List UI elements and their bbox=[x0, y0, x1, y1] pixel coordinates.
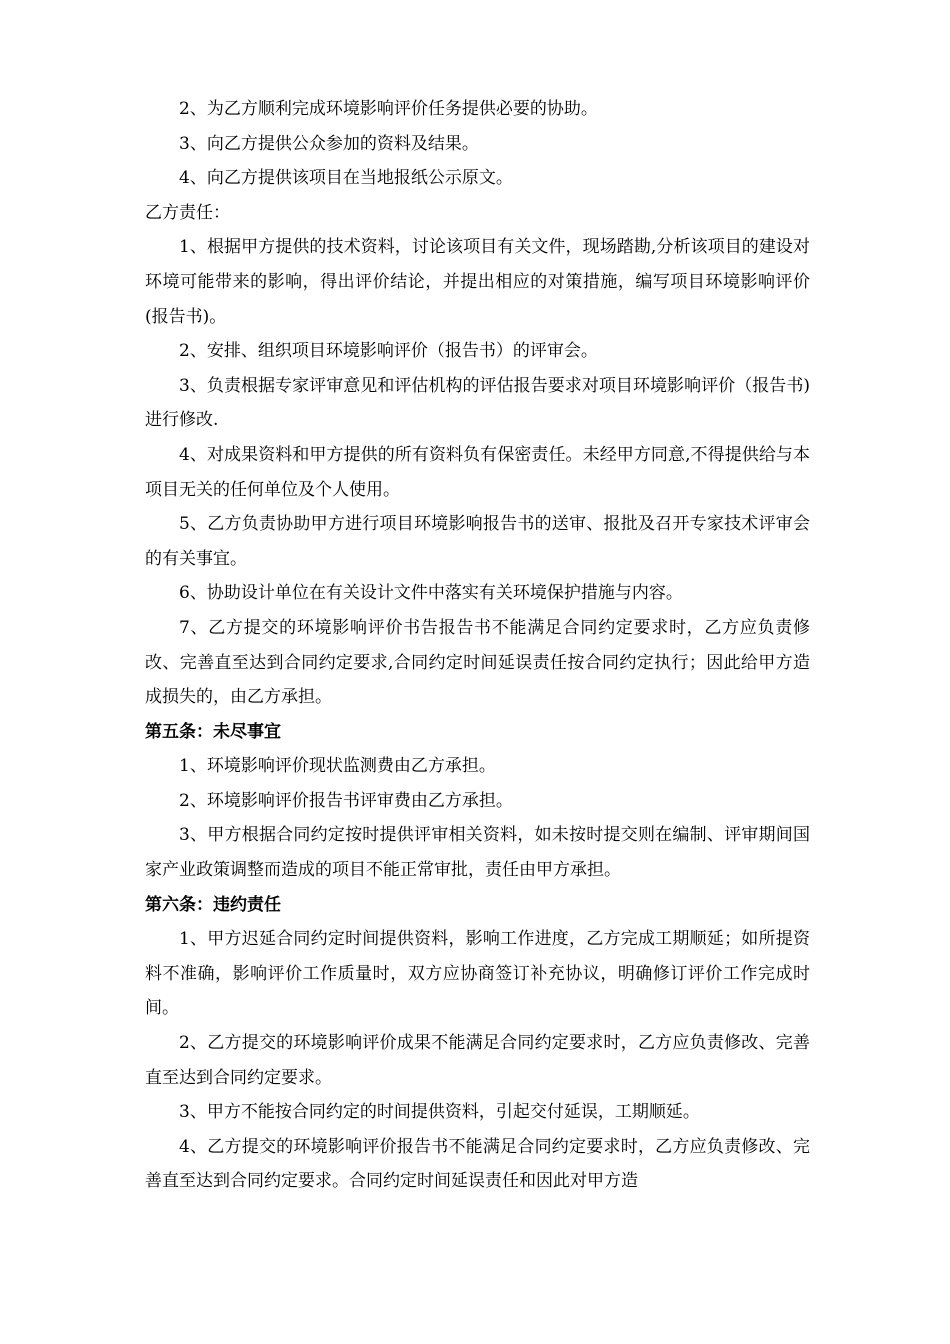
party-a-item-3: 3、向乙方提供公众参加的资料及结果。 bbox=[179, 133, 479, 154]
article-6-item-4: 4、乙方提交的环境影响评价报告书不能满足合同约定要求时，乙方应负责修改、完善直至达到合同约定要求。合同约定时间延误责任和因此对甲方造 bbox=[145, 1136, 810, 1192]
party-a-item-4: 4、向乙方提供该项目在当地报纸公示原文。 bbox=[179, 168, 513, 189]
party-b-item-1: 1、根据甲方提供的技术资料，讨论该项目有关文件，现场踏勘,分析该项目的建设对环境可能带来的影响，得出评价结论，并提出相应的对策措施，编写项目环境影响评价(报告书)。 bbox=[145, 237, 810, 327]
article-5-item-2: 2、环境影响评价报告书评审费由乙方承担。 bbox=[179, 790, 513, 811]
party-b-item-3: 3、负责根据专家评审意见和评估机构的评估报告要求对项目环境影响评价（报告书)进行修改. bbox=[145, 375, 810, 431]
article-5-item-1: 1、环境影响评价现状监测费由乙方承担。 bbox=[179, 756, 496, 777]
party-b-item-5: 5、乙方负责协助甲方进行项目环境影响报告书的送审、报批及召开专家技术评审会的有关事宜。 bbox=[145, 514, 810, 569]
article-6-item-3: 3、甲方不能按合同约定的时间提供资料，引起交付延误，工期顺延。 bbox=[179, 1102, 700, 1123]
party-b-item-2: 2、安排、组织项目环境影响评价（报告书）的评审会。 bbox=[179, 341, 598, 362]
party-a-item-2: 2、为乙方顺利完成环境影响评价任务提供必要的协助。 bbox=[179, 99, 598, 119]
article-6-heading: 第六条：违约责任 bbox=[145, 894, 281, 915]
document-page bbox=[145, 92, 810, 1199]
article-6-item-1: 1、甲方迟延合同约定时间提供资料，影响工作进度，乙方完成工期顺延；如所提资料不准确，影响评价工作质量时，双方应协商签订补充协议，明确修订评价工作完成时间。 bbox=[145, 929, 810, 1019]
party-b-item-4: 4、对成果资料和甲方提供的所有资料负有保密责任。未经甲方同意,不得提供给与本项目无关的任何单位及个人使用。 bbox=[145, 444, 810, 500]
party-b-item-6: 6、协助设计单位在有关设计文件中落实有关环境保护措施与内容。 bbox=[179, 583, 683, 604]
party-b-item-7: 7、乙方提交的环境影响评价书告报告书不能满足合同约定要求时，乙方应负责修改、完善直至达到合同约定要求,合同约定时间延误责任按合同约定执行；因此给甲方造成损失的，由乙方承担。 bbox=[145, 617, 810, 708]
article-5-item-3: 3、甲方根据合同约定按时提供评审相关资料，如未按时提交则在编制、评审期间国家产业政策调整而造成的项目不能正常审批，责任由甲方承担。 bbox=[145, 825, 810, 881]
article-6-item-2: 2、乙方提交的环境影响评价成果不能满足合同约定要求时，乙方应负责修改、完善直至达到合同约定要求。 bbox=[145, 1033, 810, 1088]
party-b-title: 乙方责任： bbox=[145, 202, 230, 223]
article-5-heading: 第五条：未尽事宜 bbox=[145, 721, 281, 742]
